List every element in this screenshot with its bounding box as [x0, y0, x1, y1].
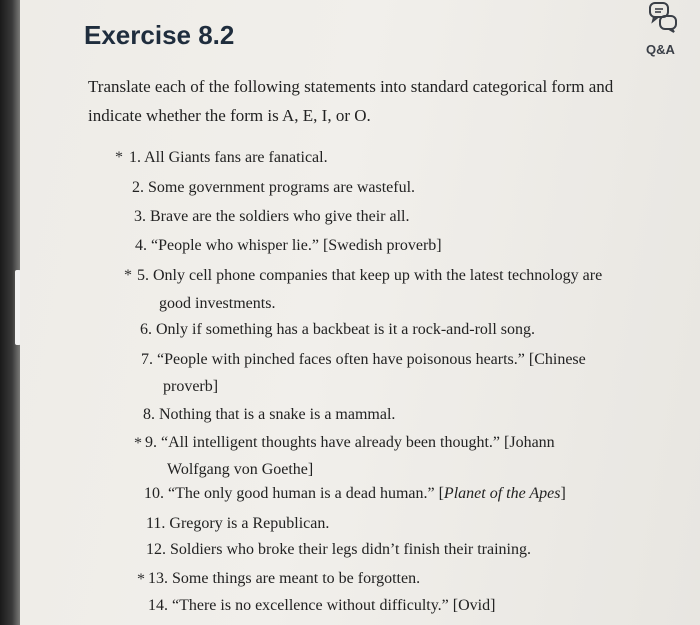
item-text: Only if something has a backbeat is it a rock-and-roll song. [156, 321, 536, 338]
item-text-continued: proverb] [163, 378, 219, 395]
item-text-continued: good investments. [159, 295, 276, 312]
item-text-italic: Planet of the Apes [443, 485, 561, 502]
chat-bubbles-icon [646, 0, 680, 34]
item-number: 12. [146, 541, 166, 558]
item-text: Some government programs are wasteful. [148, 179, 416, 196]
item-text: “There is no excellence without difficulty.” [Ovid] [172, 597, 496, 614]
list-item [129, 144, 328, 171]
list-item [145, 429, 555, 456]
list-item [148, 565, 420, 592]
item-number: 7. [141, 351, 153, 368]
item-number: 11. [146, 515, 166, 532]
qa-button[interactable] [636, 0, 696, 70]
list-item [141, 346, 586, 373]
item-text: “The only good human is a dead human.” [ [168, 485, 444, 502]
list-item [135, 232, 442, 259]
list-item [146, 536, 531, 563]
item-text: Some things are meant to be forgotten. [172, 570, 421, 587]
item-text-continued: Wolfgang von Goethe] [167, 461, 314, 478]
list-item [134, 203, 409, 230]
page-title: Exercise 8.2 [84, 20, 235, 50]
item-number: 8. [143, 406, 155, 423]
list-item [140, 316, 535, 343]
list-item [148, 592, 495, 619]
item-number: 13. [148, 570, 168, 587]
item-text: Gregory is a Republican. [169, 515, 330, 532]
star-marker: * [124, 267, 132, 284]
star-marker: * [134, 435, 142, 452]
item-text: “People who whisper lie.” [Swedish proverb] [151, 237, 442, 254]
list-item [132, 174, 415, 201]
item-number: 4. [135, 237, 147, 254]
item-number: 5. [137, 267, 149, 284]
item-number: 1. [129, 149, 141, 166]
item-text-end: ] [560, 485, 566, 502]
list-item [144, 480, 566, 507]
star-marker: * [115, 149, 123, 166]
item-number: 9. [145, 434, 157, 451]
item-number: 6. [140, 321, 152, 338]
item-text: Soldiers who broke their legs didn’t finish their training. [170, 541, 531, 558]
list-item [143, 401, 395, 428]
item-text: “People with pinched faces often have poisonous hearts.” [Chinese [157, 351, 586, 368]
item-text: Nothing that is a snake is a mammal. [159, 406, 396, 423]
item-text: All Giants fans are fanatical. [144, 149, 328, 166]
exercise-instructions: Translate each of the following statements into standard categorical form and indicate whether the form is A, E, I, or O. [88, 77, 614, 125]
item-text: Brave are the soldiers who give their all. [150, 208, 410, 225]
item-number: 3. [134, 208, 146, 225]
list-item [146, 510, 329, 537]
item-text: “All intelligent thoughts have already been thought.” [Johann [161, 434, 555, 451]
item-number: 10. [144, 485, 164, 502]
item-number: 14. [148, 597, 168, 614]
item-number: 2. [132, 179, 144, 196]
qa-label: Q&A [646, 42, 675, 57]
item-text: Only cell phone companies that keep up with the latest technology are [153, 267, 603, 284]
list-item [137, 262, 602, 289]
star-marker: * [137, 571, 145, 588]
